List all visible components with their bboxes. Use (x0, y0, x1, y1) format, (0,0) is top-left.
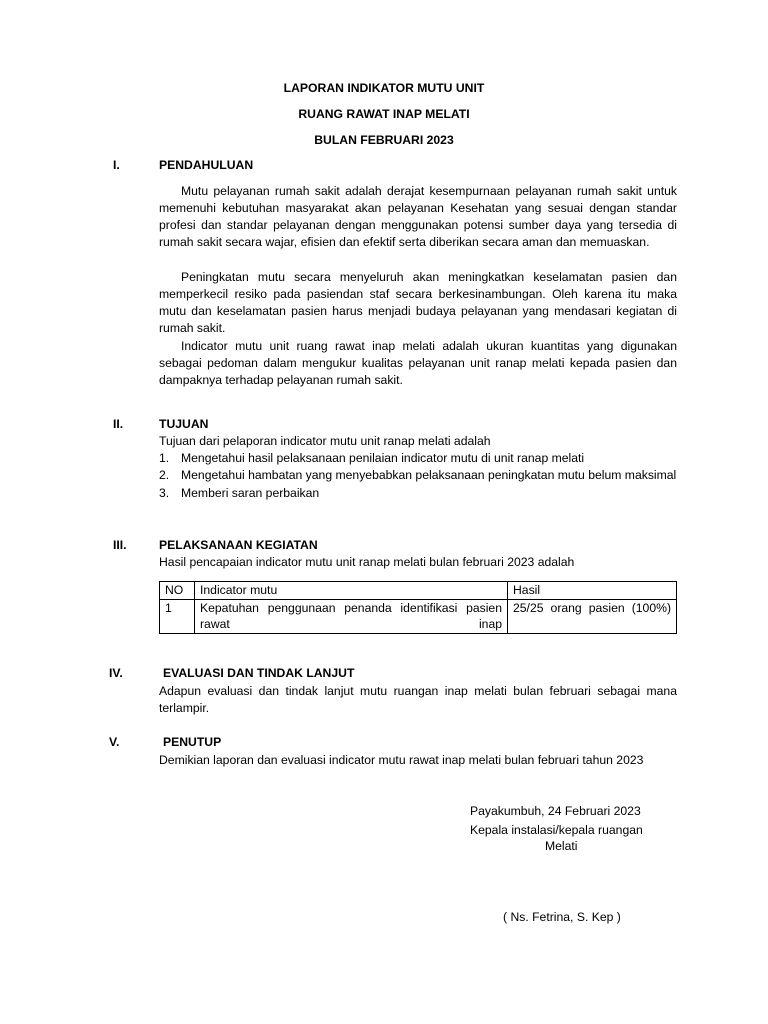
section-2-intro: Tujuan dari pelaporan indicator mutu unit ranap melati adalah (159, 434, 491, 448)
section-2-title: TUJUAN (159, 417, 209, 431)
table-header-no: NO (160, 582, 195, 600)
table-cell-indicator: Kepatuhan penggunaan penanda identifikasi pasien rawat inap (195, 599, 508, 633)
signature-role: Kepala instalasi/kepala ruangan (470, 823, 643, 837)
indicator-table (159, 581, 677, 634)
table-header-indicator: Indicator mutu (195, 582, 508, 600)
section-3-title: PELAKSANAAN KEGIATAN (159, 538, 318, 552)
list-number: 1. (159, 451, 170, 465)
section-1-paragraph-3: Indicator mutu unit ruang rawat inap melati adalah ukuran kuantitas yang digunakan sebagai pedoman dalam mengukur kualitas pelayanan unit ranap melati kepada pasien dan dampaknya terhadap pelayanan rumah sakit. (159, 339, 677, 388)
section-2-number: II. (113, 417, 124, 431)
list-number: 2. (159, 468, 170, 483)
objectives-list (159, 450, 677, 502)
list-item (159, 485, 677, 502)
list-text: Mengetahui hasil pelaksanaan penilaian indicator mutu di unit ranap melati (181, 451, 585, 465)
report-subtitle-unit: RUANG RAWAT INAP MELATI (298, 107, 470, 121)
table-cell-result: 25/25 orang pasien (100%) (508, 599, 677, 633)
list-item (159, 467, 677, 484)
report-title: LAPORAN INDIKATOR MUTU UNIT (283, 81, 485, 95)
section-4-title: EVALUASI DAN TINDAK LANJUT (163, 666, 355, 680)
section-3-number: III. (113, 538, 127, 552)
list-text: Mengetahui hambatan yang menyebabkan pelaksanaan peningkatan mutu belum maksimal (181, 468, 677, 483)
list-number: 3. (159, 485, 170, 500)
section-3-intro: Hasil pencapaian indicator mutu unit ranap melati bulan februari 2023 adalah (159, 555, 575, 569)
signatory-name: ( Ns. Fetrina, S. Kep ) (503, 910, 621, 924)
signature-place-date: Payakumbuh, 24 Februari 2023 (470, 804, 641, 818)
section-1-paragraph-1: Mutu pelayanan rumah sakit adalah derajat kesempurnaan pelayanan rumah sakit untuk memenuhi kebutuhan masyarakat akan pelayanan Kesehatan yang sesuai dengan standar profesi dan standar pelayanan dengan menggunakan potensi sumber daya yang tersedia di rumah sakit secara wajar, efisien dan efektif serta diberikan secara aman dan memuaskan. (159, 184, 677, 250)
section-5-title: PENUTUP (163, 735, 222, 749)
signature-unit: Melati (545, 839, 578, 853)
section-4-text: Adapun evaluasi dan tindak lanjut mutu ruangan inap melati bulan februari sebagai mana terlampir. (159, 684, 677, 716)
table-header-result: Hasil (508, 582, 677, 600)
report-subtitle-period: BULAN FEBRUARI 2023 (314, 133, 454, 147)
table-row (160, 599, 677, 633)
section-5-number: V. (109, 735, 120, 749)
section-4-number: IV. (109, 666, 123, 680)
section-1-number: I. (113, 158, 120, 172)
section-1-paragraph-2: Peningkatan mutu secara menyeluruh akan meningkatkan keselamatan pasien dan memperkecil resiko pada pasiendan staf secara berkesinambungan. Oleh karena itu maka mutu dan keselamatan pasien harus menjadi budaya pelayanan yang mendasari kegiatan di rumah sakit. (159, 270, 677, 336)
list-text: Memberi saran perbaikan (181, 485, 320, 500)
section-1-title: PENDAHULUAN (159, 158, 254, 172)
section-5-text: Demikian laporan dan evaluasi indicator mutu rawat inap melati bulan februari tahun 2023 (159, 753, 644, 767)
table-cell-no: 1 (160, 599, 195, 633)
table-header-row (160, 582, 677, 600)
list-item (159, 450, 677, 467)
